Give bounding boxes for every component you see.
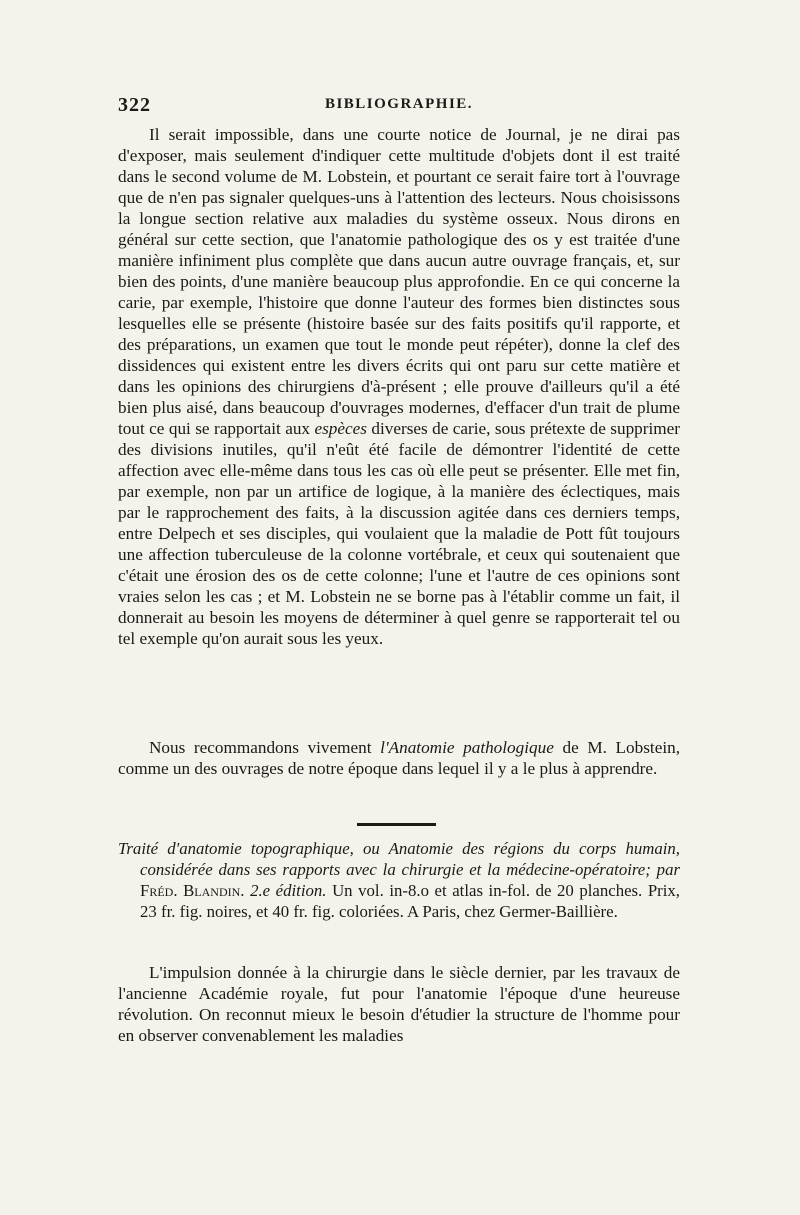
page-number: 322: [118, 94, 151, 116]
review-paragraph-1: [118, 124, 680, 649]
second-review-text: [118, 962, 680, 1046]
entry-author: Fréd. Blandin.: [140, 881, 245, 900]
entry-edition: 2.e édition.: [250, 881, 327, 900]
paragraph-text-continued: diverses de carie, sous prétexte de supprimer des divisions inutiles, qu'il n'eût été facile de démontrer l'identité de cette affection avec elle-même dans tous les cas où elle peut se présenter. Elle met fin, par exemple, non par un artifice de logique, à la manière des éclectiques, mais par le rapprochement des faits, à la discussion agitée dans ces derniers temps, entre Delpech et ses disciples, qui voulaient que la maladie de Pott fût toujours une affection tuberculeuse de la colonne vortébrale, et ceux qui soutenaient que c'était une érosion des os de cette colonne; l'une et l'autre de ces opinions sont vraies selon les cas ; et M. Lobstein ne se borne pas à l'établir comme un fait, il donnerait au besoin les moyens de déterminer à quel genre se rapporterait tel ou tel exemple qu'on aurait sous les yeux.: [118, 419, 680, 648]
second-review-paragraph: L'impulsion donnée à la chirurgie dans le siècle dernier, par les travaux de l'ancienne Académie royale, fut pour l'anatomie l'époque d'une heureuse révolution. On reconnut mieux le besoin d'étudier la structure de l'homme pour en observer convenablement les maladies: [118, 963, 680, 1045]
review-paragraph-2: [118, 737, 680, 779]
paragraph-text-continued: de M. Lobstein, comme un des ouvrages de notre époque dans lequel il y a le plus à apprendre.: [118, 738, 680, 778]
running-head: [118, 94, 680, 120]
review-text: [118, 124, 680, 649]
paragraph-text: Il serait impossible, dans une courte notice de Journal, je ne dirai pas d'exposer, mais seulement d'indiquer cette multitude d'objets dont il est traité dans le second volume de M. Lobstein, et pourtant ce serait faire tort à l'ouvrage que de n'en pas signaler quelques-uns à l'attention des lecteurs. Nous choisissons la longue section relative aux maladies du système osseux. Nous dirons en général sur cette section, que l'anatomie pathologique des os y est traitée d'une manière infiniment plus complète que dans aucun autre ouvrage français, et, sur bien des points, d'une manière beaucoup plus approfondie. En ce qui concerne la carie, par exemple, l'histoire que donne l'auteur des formes bien distinctes sous lesquelles elle se présente (histoire basée sur des faits positifs qu'il rapporte, et des préparations, un examen que tout le monde peut répéter), donne la clef des dissidences qui existent entre les divers écrits qui ont paru sur cette matière et dans les opinions des chirurgiens d'à-présent ; elle prouve d'ailleurs qu'il a été bien plus aisé, dans beaucoup d'ouvrages modernes, d'effacer d'un trait de plume tout ce qui se rapportait aux: [118, 125, 680, 438]
paragraph-text: Nous recommandons vivement: [149, 738, 381, 757]
review-conclusion: [118, 737, 680, 779]
entry-details: Un vol. in-8.o et atlas in-fol. de 20 planches. Prix, 23 fr. fig. noires, et 40 fr. fig. coloriées. A Paris, chez Germer-Baillière.: [140, 881, 680, 921]
section-divider: [357, 823, 436, 826]
entry-title: Traité d'anatomie topographique, ou Anatomie des régions du corps humain, considérée dans ses rapports avec la chirurgie et la médecine-opératoire; par: [118, 839, 680, 879]
italic-term: espèces: [314, 419, 367, 438]
running-title: BIBLIOGRAPHIE.: [324, 96, 474, 112]
bibliographic-entry: [118, 838, 680, 922]
book-title-italic: l'Anatomie pathologique: [380, 738, 554, 757]
